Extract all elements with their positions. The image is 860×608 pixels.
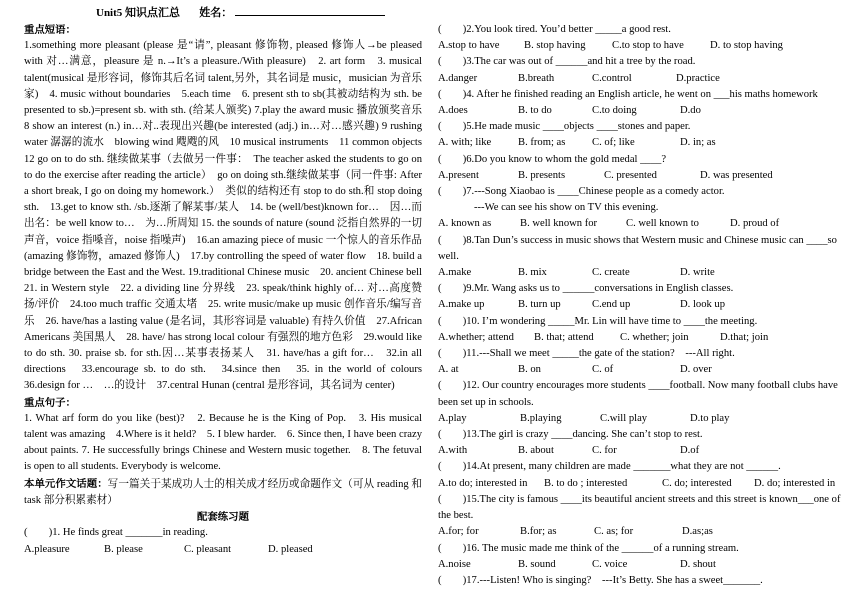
option-d: D.as;as — [682, 526, 713, 538]
option-b: B. from; as — [518, 137, 566, 149]
question-4-options — [438, 103, 842, 119]
option-d: D. proud of — [730, 218, 780, 230]
sentences-heading: 重点句子： — [24, 396, 76, 409]
option-b: B. that; attend — [534, 331, 594, 343]
option-c: C.control — [592, 72, 632, 84]
question-17-stem: ( )17.---Listen! Who is singing? ---It’s Betty. She has a sweet_______. — [438, 574, 763, 586]
option-c: C. pleasant — [184, 543, 232, 555]
option-d: D. was presented — [700, 169, 773, 181]
option-d: D.to play — [690, 412, 730, 424]
option-a: A.make up — [438, 299, 485, 311]
option-b: B. please — [104, 543, 143, 555]
option-b: B. turn up — [518, 299, 561, 311]
option-d: D. in; as — [680, 137, 716, 149]
question-15-options — [438, 524, 842, 540]
phrases-heading: 重点短语： — [24, 24, 76, 36]
option-c: C. as; for — [594, 526, 634, 538]
option-b: B. about — [518, 445, 554, 457]
name-label: 姓名： — [199, 7, 233, 19]
option-b: B. to do ; interested — [544, 477, 628, 489]
writing-heading: 本单元作文话题： — [24, 477, 108, 490]
question-8-stem: ( )8.Tan Dun’s success in music shows that Western music and Chinese music can ____so well. — [438, 234, 837, 262]
option-c: C. voice — [592, 558, 628, 570]
option-a: A.for; for — [438, 526, 479, 538]
question-10-options — [438, 330, 842, 346]
option-b: B.breath — [518, 72, 555, 84]
option-a: A.to do; interested in — [438, 477, 528, 489]
option-c: C. presented — [604, 169, 657, 181]
option-b: B. on — [518, 364, 541, 376]
question-2-stem: ( )2.You look tired. You’d better _____a good rest. — [438, 24, 671, 35]
phrases-text: 1.something more pleasant (please 是“请”, pleasant 修饰物, pleased 修饰人→be pleased with 对…满意，pleasure 是 n.→It’s a pleasure./With pleasure) 2. art form 3. musical talent(musical 是形容词，修饰其后名词 talent,另外，其名词是 music，musician 为音乐家) 4. music without boundaries 5.each time 6. present sth to sb(其被动结构为 sth. be presented to sb.)=present sb. with sth. (给某人颁奖) 7.play the award music 播放颁奖音乐 8 show an interest (n.) in…对..表现出兴趣(be interested (adj.) in…对…感兴趣) 9 rushing water 潺潺的流水 blowing wind 飕飕的风 10 musical instruments 11 common objects 12 go on to do sth. 继续做某事（去做另一件事： The teacher asked the students to go on to do the exercise after reading the article） go on doing sth.继续做某事（同一件事: After a short break, I go on doing my homework.） 类似的结构还有 stop to do sth.和 stop doing sth. 13.get to know sth. /sb.逐渐了解某事/某人 14. be (well/best)known for… 因…而出名：be well know to… 为…所周知 15. the sounds of nature (sound 泛指自然界的一切声音，voice 指嗓音，noise 指噪声) 16.an amazing piece of music 一个惊人的音乐作品 (amazing 修饰物，amazed 修饰人) 17.by controlling the speed of water flow 18. build a bridge between the East and the West. 19.traditional Chinese music 20. ancient Chinese bell 21. in Western style 22. a dividing line 分界线 23. speak/think highly of… 对…高度赞扬/评价 24.too much traffic 交通太堵 25. write music/make up music 创作音乐/编写音乐 26. have/has a lasting value (是名词，其形容词是 valuable) 有持久价值 27.African Americans 美国黑人 28. have/ has strong local colour 有强烈的地方色彩 29.would like to do sth. 30. praise sb. for sth.因…某事表扬某人 31. have/has a gift for… 32.in all directions 33.encourage sb. to do sth. 34.since then 35. in the world of colours 36.design for … …的设计 37.central Hunan (central 是形容词，其名词为 center) — [24, 40, 433, 392]
option-d: D. do; interested in — [754, 477, 836, 489]
question-12-stem: ( )12. Our country encourages more students ____football. Now many football clubs have been set up in schools. — [438, 380, 838, 408]
option-c: C.will play — [600, 412, 648, 424]
option-b: B. stop having — [524, 40, 586, 52]
question-6-stem: ( )6.Do you know to whom the gold medal ____? — [438, 153, 667, 165]
option-c: C. whether; join — [620, 331, 689, 343]
option-b: B.for; as — [520, 526, 557, 538]
option-d: D.do — [680, 105, 701, 117]
question-2-options — [438, 38, 842, 54]
option-b: B.playing — [520, 412, 562, 424]
option-d: D. shout — [680, 558, 716, 570]
question-16-stem: ( )16. The music made me think of the ______of a running stream. — [438, 542, 739, 554]
sentences-text: 1. What arf form do you like (best)? 2. Because he is the King of Pop. 3. His musical talent was amazing 4.Where is it held? 5. I blew harder. 6. Since then, I have been crazy about paints. 7. He successfully brings Chinese and Western music together. 8. The fetuval is open to all students. Everybody is welcome. — [24, 412, 422, 473]
option-d: D. look up — [680, 299, 726, 311]
option-c: C. well known to — [626, 218, 699, 230]
page-title — [96, 4, 385, 20]
option-c: C. for — [592, 445, 617, 457]
option-a: A.pleasure — [24, 543, 70, 555]
option-a: A.stop to have — [438, 40, 500, 52]
question-16-options — [438, 557, 842, 573]
question-7-dialog-line: ---We can see his show on TV this evening. — [474, 202, 659, 214]
question-5-options — [438, 135, 842, 151]
question-9-options — [438, 297, 842, 313]
question-12-options — [438, 411, 842, 427]
name-blank-line — [235, 5, 385, 16]
option-a: A. at — [438, 364, 459, 376]
option-d: D.of — [680, 445, 700, 457]
option-a: A. with; like — [438, 137, 492, 149]
writing-topic — [24, 476, 422, 509]
option-d: D.practice — [676, 72, 720, 84]
option-c: C. do; interested — [662, 477, 732, 489]
option-b: B. to do — [518, 105, 552, 117]
option-d: D. to stop having — [710, 40, 783, 52]
option-c: C. of — [592, 364, 614, 376]
option-d: D. write — [680, 267, 715, 279]
question-5-stem: ( )5.He made music ____objects ____stones and paper. — [438, 121, 691, 133]
option-a: A.does — [438, 105, 468, 117]
option-b: B. well known for — [520, 218, 598, 230]
option-a: A.whether; attend — [438, 331, 514, 343]
title-text: Unit5 知识点汇总 — [96, 7, 181, 19]
option-a: A.danger — [438, 72, 478, 84]
option-a: A.make — [438, 267, 472, 279]
option-a: A.noise — [438, 558, 471, 570]
right-column — [438, 22, 842, 589]
option-b: B. presents — [518, 169, 566, 181]
question-4-stem: ( )4. After he finished reading an English article, he went on ___his maths homework — [438, 88, 818, 100]
question-14-options — [438, 476, 842, 492]
question-7-options — [438, 216, 842, 232]
question-7-stem: ( )7.---Song Xiaobao is ____Chinese people as a comedy actor. — [438, 186, 725, 198]
left-column — [24, 22, 433, 558]
question-1-stem: ( )1. He finds great _______in reading. — [24, 527, 208, 539]
question-13-options — [438, 443, 842, 459]
option-a: A.present — [438, 169, 479, 181]
question-3-stem: ( )3.The car was out of ______and hit a tree by the road. — [438, 56, 696, 68]
option-d: D. pleased — [268, 543, 313, 555]
question-11-stem: ( )11.---Shall we meet _____the gate of the station? ---All right. — [438, 348, 735, 360]
option-b: B. mix — [518, 267, 547, 279]
option-a: A.with — [438, 445, 468, 457]
option-a: A. known as — [438, 218, 492, 230]
question-14-stem: ( )14.At present, many children are made _______what they are not ______. — [438, 461, 781, 473]
option-b: B. sound — [518, 558, 556, 570]
question-11-options — [438, 362, 842, 378]
question-10-stem: ( )10. I’m wondering _____Mr. Lin will have time to ____the meeting. — [438, 315, 758, 327]
question-13-stem: ( )13.The girl is crazy ____dancing. She can’t stop to rest. — [438, 429, 703, 441]
question-9-stem: ( )9.Mr. Wang asks us to ______conversations in English classes. — [438, 283, 734, 295]
question-15-stem: ( )15.The city is famous ____its beautiful ancient streets and this street is known___one of the best. — [438, 493, 841, 522]
option-c: C.to doing — [592, 105, 637, 117]
question-8-options — [438, 265, 842, 281]
question-3-options — [438, 71, 842, 87]
question-1-options — [24, 542, 422, 558]
writing-text: 写一篇关于某成功人士的相关成才经历或命题作文（可从 reading 和 task 部分积累素材） — [24, 478, 423, 506]
option-a: A.play — [438, 412, 467, 424]
option-c: C.end up — [592, 299, 631, 311]
option-d: D.that; join — [720, 331, 769, 343]
option-c: C. create — [592, 267, 630, 279]
option-c: C.to stop to have — [612, 40, 684, 52]
option-d: D. over — [680, 364, 712, 376]
question-6-options — [438, 168, 842, 184]
exercise-heading: 配套练习题 — [197, 511, 249, 524]
option-c: C. of; like — [592, 137, 635, 149]
